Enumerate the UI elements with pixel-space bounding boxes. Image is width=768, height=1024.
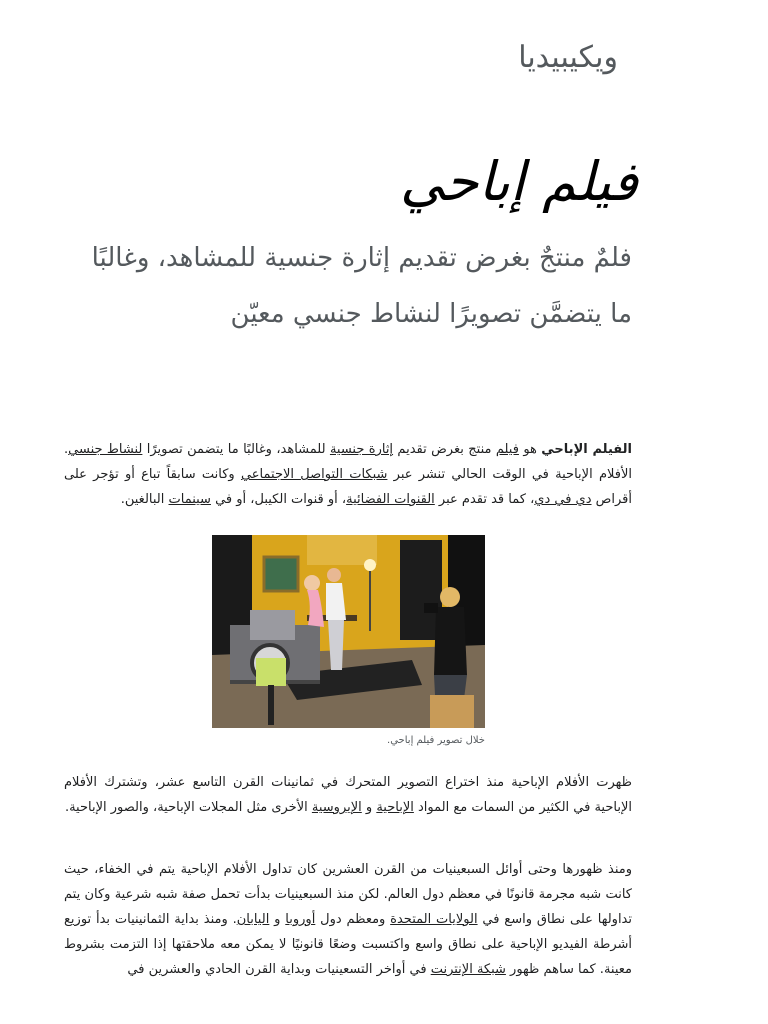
text-run: و — [269, 912, 286, 927]
inline-link[interactable]: فيلم — [495, 442, 519, 457]
legal-paragraph — [64, 857, 632, 982]
text-run: منتج بغرض تقديم — [393, 442, 496, 457]
history-paragraph — [64, 770, 632, 820]
text-run: الأخرى مثل المجلات الإباحية، والصور الإباحية. — [64, 800, 312, 815]
inline-link[interactable]: الإيروسية — [311, 800, 362, 815]
inline-link[interactable]: شبكة الإنترنت — [430, 962, 506, 977]
text-run: ومنذ ظهورها وحتى أوائل السبعينيات من القرن العشرين كان تداول الأفلام الإباحية يتم في الخفاء، حيث كانت شبه مجرمة قانونًا في معظم دول العالم. لكن منذ السبعينيات بدأت تحمل صفة شبه شرعية وكان يتم تداولها على نطاق واسع في — [64, 862, 632, 927]
inline-link[interactable]: لنشاط جنسي — [68, 442, 143, 457]
inline-link[interactable]: أوروبا — [285, 912, 316, 927]
inline-link[interactable]: دي في دي — [534, 492, 592, 507]
text-run: ، كما قد تقدم عبر — [434, 492, 535, 507]
bold-term: الفيلم الإباحي — [541, 442, 632, 457]
inline-link[interactable]: القنوات الفضائية — [346, 492, 435, 507]
text-run: في أواخر التسعينيات وبداية القرن الحادي والعشرين في — [127, 962, 431, 977]
text-run: للمشاهد، وغالبًا ما يتضمن تصويرًا — [142, 442, 330, 457]
text-run: ومعظم دول — [315, 912, 391, 927]
text-run: هو — [518, 442, 542, 457]
inline-link[interactable]: الولايات المتحدة — [390, 912, 478, 927]
article-figure — [212, 535, 485, 746]
text-run: ظهرت الأفلام الإباحية منذ اختراع التصوير المتحرك في ثمانينات القرن التاسع عشر، وتشترك الأفلام الإباحية في الكثير من السمات مع المواد — [64, 775, 632, 815]
page-subtitle: فلمٌ منتجٌ بغرض تقديم إثارة جنسية للمشاهد، وغالبًا ما يتضمَّن تصويرًا لنشاط جنسي معيّن — [91, 243, 632, 329]
text-run: و — [361, 800, 377, 815]
inline-link[interactable]: الإباحية — [376, 800, 414, 815]
inline-link[interactable]: شبكات التواصل الاجتماعي — [240, 467, 388, 482]
inline-link[interactable]: إثارة جنسية — [329, 442, 394, 457]
site-logo[interactable]: ويكيبيديا — [518, 40, 618, 75]
text-run: وكانت سابقاً تباع أو تؤجر على أقراص — [64, 467, 632, 507]
text-run: . ومنذ بداية الثمانينيات بدأ توزيع أشرطة الفيديو الإباحية على نطاق واسع واكتسبت وضعًا قانونيًا لا يمكن معه ملاحقتها إذا التزمت بشروط معينة. كما ساهم ظهور — [64, 912, 632, 977]
inline-link[interactable]: سينمات — [168, 492, 211, 507]
inline-link[interactable]: اليابان — [236, 912, 270, 927]
text-run: ، أو قنوات الكيبل، أو في — [210, 492, 347, 507]
text-run: البالغين. — [120, 492, 169, 507]
text-run: . الأفلام الإباحية في الوقت الحالي تنشر عبر — [64, 442, 632, 482]
figure-caption: خلال تصوير فيلم إباحي. — [387, 735, 485, 746]
film-set-photo[interactable] — [212, 535, 485, 728]
page-title: فيلم إباحي — [400, 150, 638, 213]
intro-paragraph — [64, 437, 632, 512]
